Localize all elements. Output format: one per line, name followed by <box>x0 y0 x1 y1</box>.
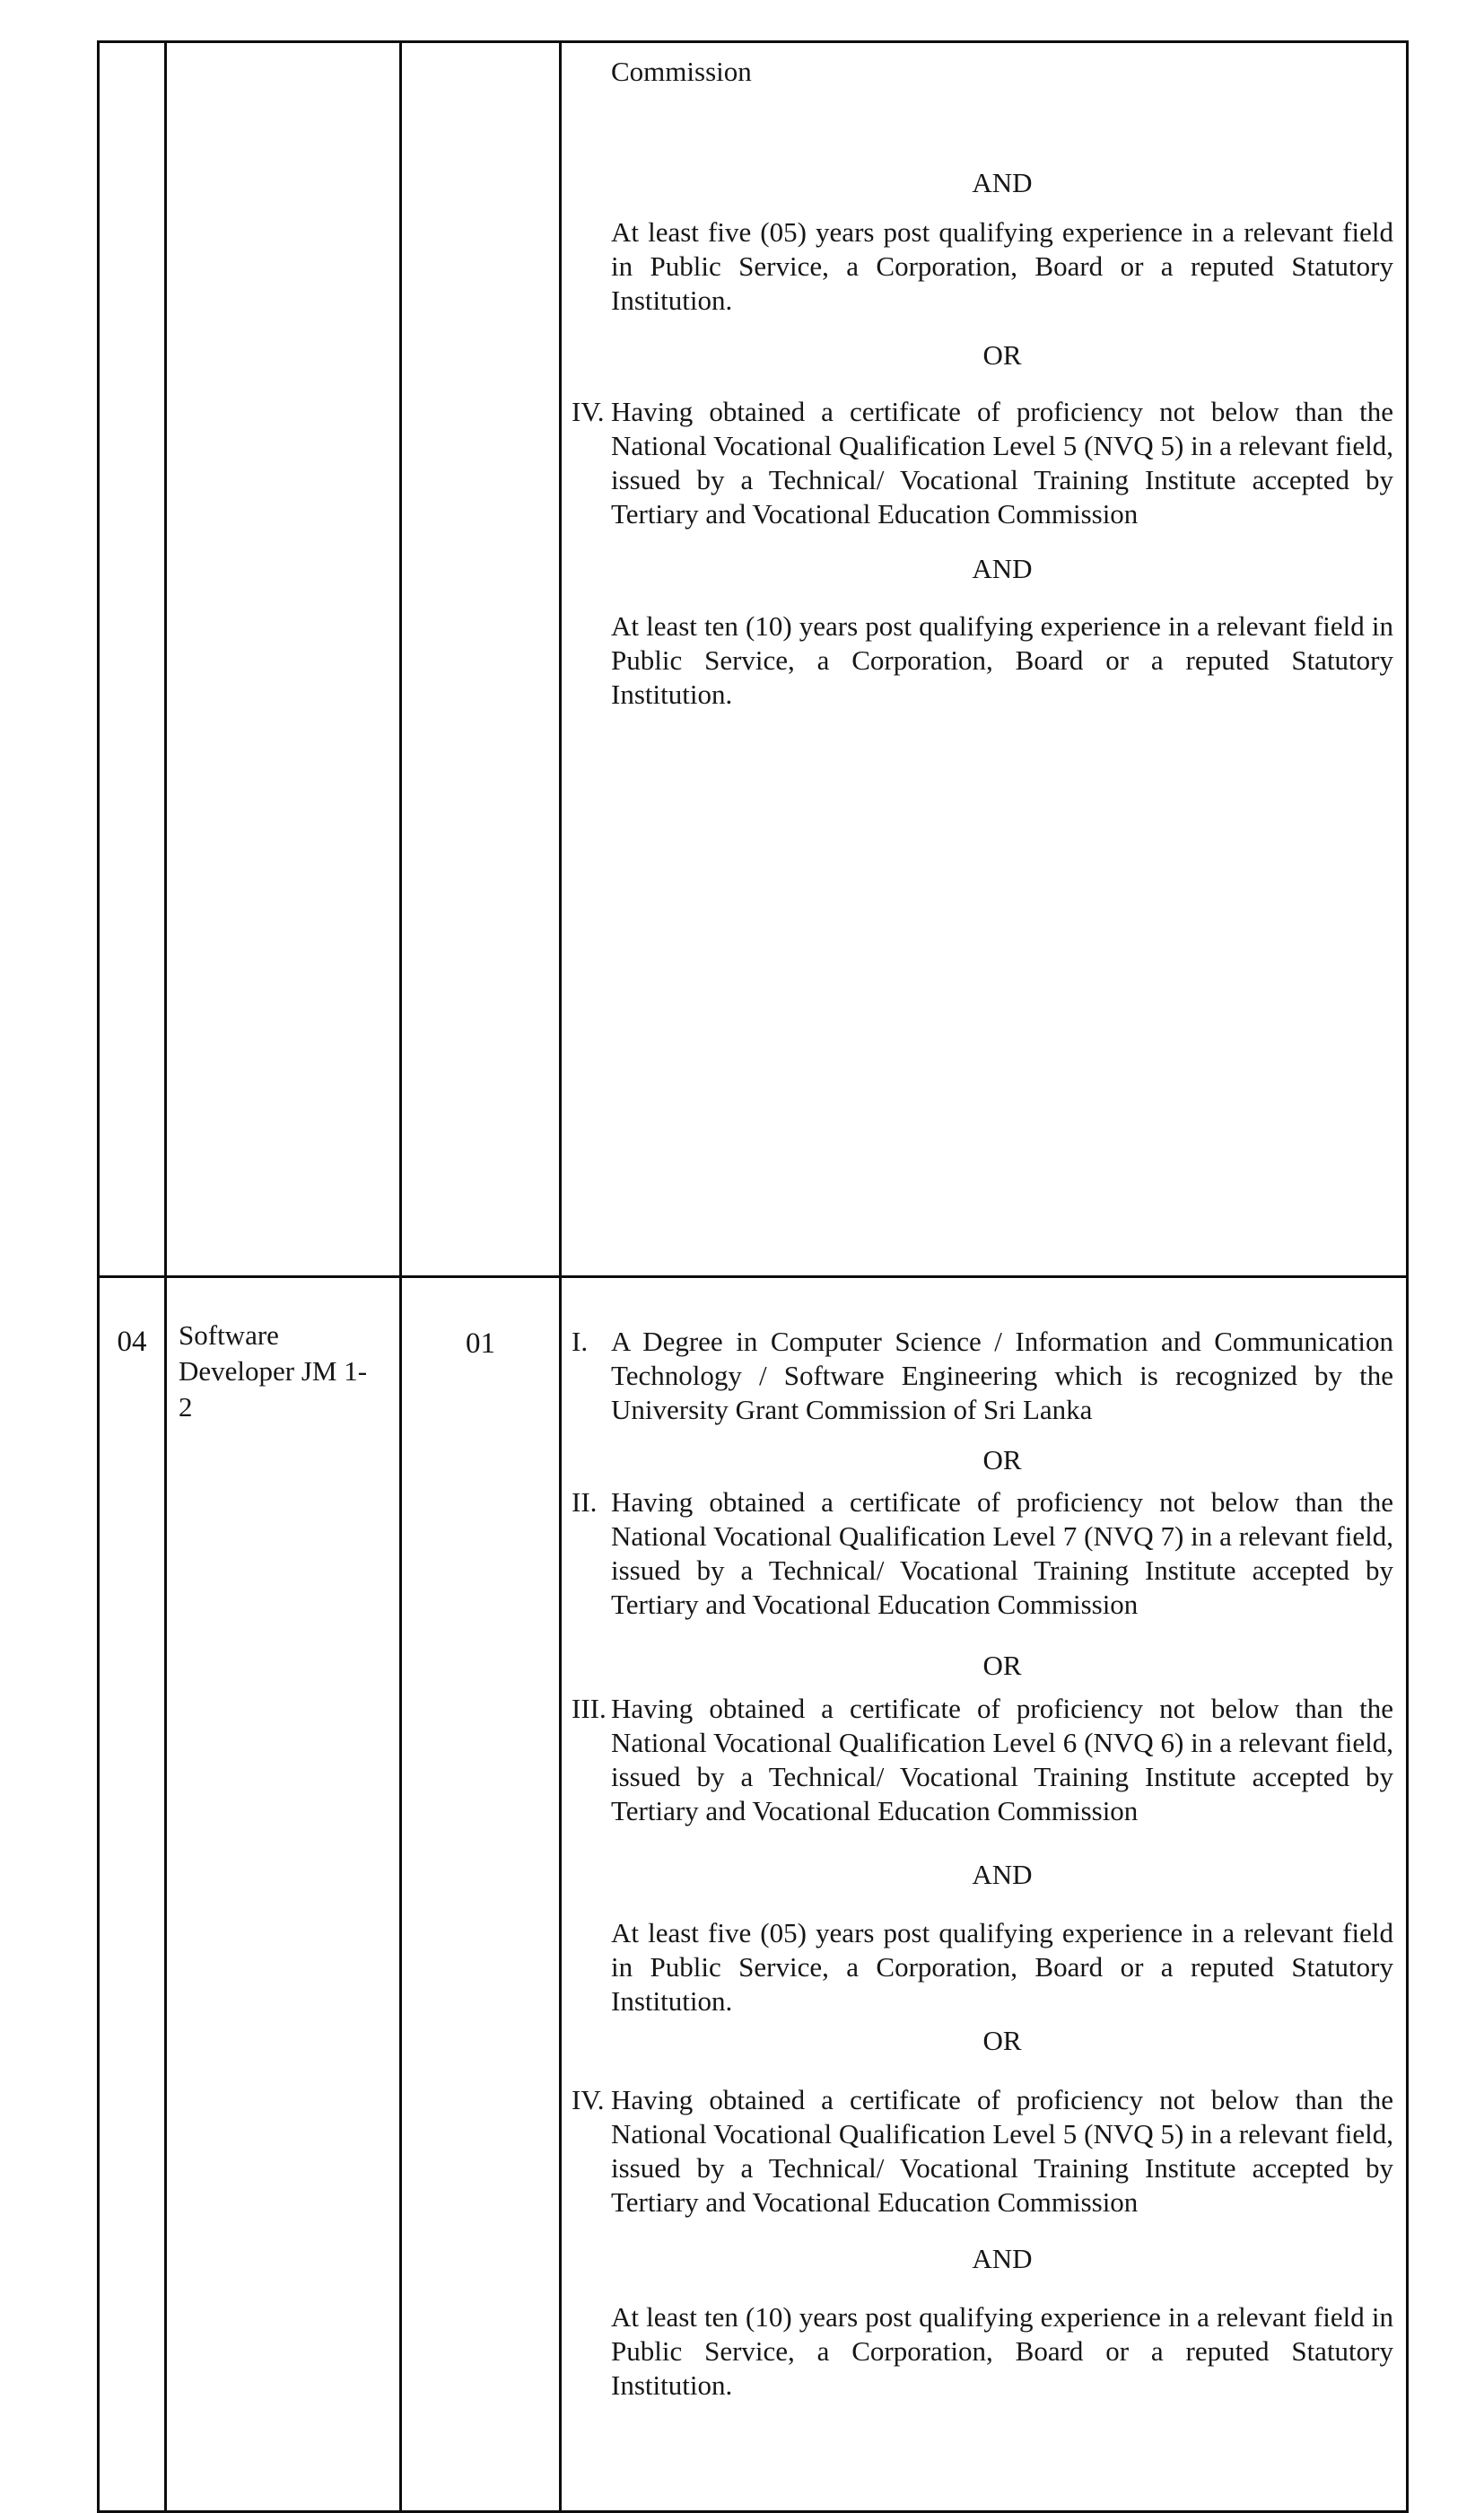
position-title-cell <box>166 42 401 1277</box>
serial-number-cell <box>99 1277 166 2512</box>
roman-numeral-label: II. <box>572 1486 598 1518</box>
serial-number-cell <box>99 42 166 1277</box>
qualification-paragraph: At least ten (10) years post qualifying experience in a relevant field in Public Service, a Corporation, Board or a reputed Statutory Institution. <box>611 610 1393 710</box>
numbered-qualification-item <box>572 395 1393 531</box>
qualification-text: A Degree in Computer Science / Information and Communication Technology / Software Engineering which is recognized by the University Grant Commission of Sri Lanka <box>611 1326 1393 1425</box>
conjunction-label: AND <box>972 167 1033 198</box>
numbered-qualification-item <box>572 1692 1393 1828</box>
conjunction-label: OR <box>982 339 1022 371</box>
conjunction-label: OR <box>982 1650 1022 1681</box>
qualification-text: Having obtained a certificate of proficiency not below than the National Vocational Qualification Level 5 (NVQ 5) in a relevant field, issued by a Technical/ Vocational Training Institute accepted by Tertiary and Vocational Education Commission <box>611 2084 1393 2218</box>
serial-number-cell-content: 04 <box>117 1326 147 1358</box>
qualification-text: Having obtained a certificate of proficiency not below than the National Vocational Qualification Level 5 (NVQ 5) in a relevant field, issued by a Technical/ Vocational Training Institute accepted by Tertiary and Vocational Education Commission <box>611 396 1393 530</box>
roman-numeral-label: IV. <box>572 2084 605 2115</box>
conjunction-label: AND <box>972 2243 1033 2274</box>
roman-numeral-label: I. <box>572 1326 589 1357</box>
continued-paragraph-text: Commission <box>611 56 752 87</box>
qualifications-cell <box>561 42 1408 1277</box>
roman-numeral-label: III. <box>572 1693 607 1724</box>
qualifications-cell-content <box>562 1278 1406 2508</box>
qualification-paragraph: At least five (05) years post qualifying experience in a relevant field in Public Service, a Corporation, Board or a reputed Statutory Institution. <box>611 1917 1393 2017</box>
conjunction-label: OR <box>982 1444 1022 1475</box>
numbered-qualification-item <box>572 1485 1393 1622</box>
qualification-text: Having obtained a certificate of proficiency not below than the National Vocational Qualification Level 6 (NVQ 6) in a relevant field, issued by a Technical/ Vocational Training Institute accepted by Tertiary and Vocational Education Commission <box>611 1693 1393 1826</box>
qualification-paragraph: At least ten (10) years post qualifying experience in a relevant field in Public Service, a Corporation, Board or a reputed Statutory Institution. <box>611 2301 1393 2401</box>
vacancy-count-cell <box>401 1277 561 2512</box>
vacancy-table-body <box>99 42 1408 2512</box>
numbered-qualification-item <box>572 2083 1393 2220</box>
roman-numeral-label: IV. <box>572 396 605 427</box>
vacancy-count-cell <box>401 42 561 1277</box>
numbered-qualification-item <box>572 1325 1393 1427</box>
qualification-text: Having obtained a certificate of proficiency not below than the National Vocational Qualification Level 7 (NVQ 7) in a relevant field, issued by a Technical/ Vocational Training Institute accepted by Tertiary and Vocational Education Commission <box>611 1486 1393 1620</box>
qualifications-cell-content <box>562 43 1406 777</box>
conjunction-label: AND <box>972 553 1033 584</box>
qualification-paragraph: At least five (05) years post qualifying experience in a relevant field in Public Service, a Corporation, Board or a reputed Statutory Institution. <box>611 216 1393 316</box>
position-title-cell-content <box>167 43 399 1275</box>
position-title-cell <box>166 1277 401 2512</box>
vacancy-table <box>97 40 1409 2513</box>
table-row <box>99 42 1408 1277</box>
conjunction-label: AND <box>972 1859 1033 1890</box>
qualifications-cell <box>561 1277 1408 2512</box>
vacancy-count-cell-content: 01 <box>466 1327 495 1360</box>
table-row <box>99 1277 1408 2512</box>
position-title-cell-content: Software Developer JM 1-2 <box>179 1319 368 1423</box>
conjunction-label: OR <box>982 2025 1022 2056</box>
